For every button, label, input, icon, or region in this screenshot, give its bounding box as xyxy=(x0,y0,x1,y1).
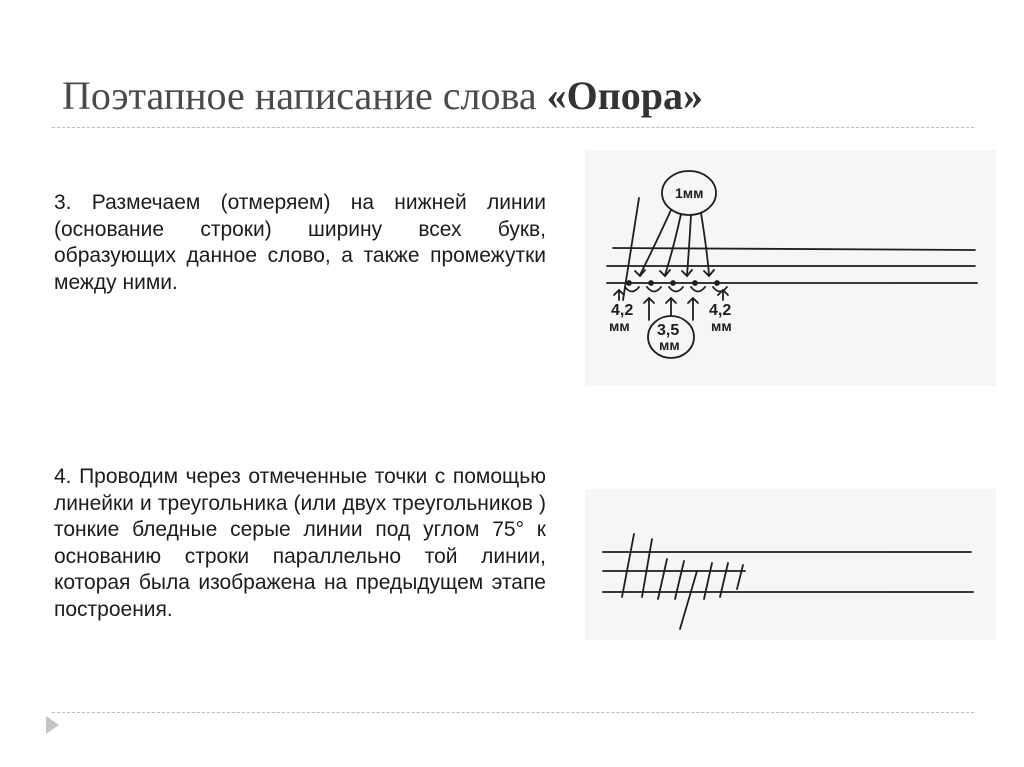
slant-line xyxy=(704,563,712,599)
top-divider xyxy=(52,127,974,128)
title-bold: «Опора» xyxy=(546,73,704,118)
label-center-unit: мм xyxy=(659,337,680,353)
mark-point xyxy=(693,281,697,285)
label-1mm: 1мм xyxy=(675,185,704,201)
step-4-image xyxy=(585,489,996,640)
next-slide-arrow-icon[interactable] xyxy=(46,716,59,734)
slant-line xyxy=(675,561,684,599)
step-4-drawing xyxy=(585,489,996,640)
step-4-text: 4. Проводим через отмеченные точки с помощью линейки и треугольника (или двух треугольников ) тонкие бледные серые линии под углом 75° к основанию строки параллельно той линии, которая была изображена на предыдущем этапе построения. xyxy=(54,465,546,621)
page-title xyxy=(62,72,703,119)
mark-point xyxy=(649,281,653,285)
slant-line xyxy=(622,534,634,597)
label-right-unit: мм xyxy=(711,318,732,334)
step-3-image xyxy=(585,150,996,386)
width-arcs xyxy=(625,287,727,292)
label-center-value: 3,5 xyxy=(657,322,680,339)
step-3-drawing xyxy=(585,150,996,386)
mark-point xyxy=(671,281,675,285)
slant-line xyxy=(680,571,697,629)
step-3-text: 3. Размечаем (отмеряем) на нижней линии (основание строки) ширину всех букв, образующих данное слово, а также промежутки между ними. xyxy=(54,191,546,294)
slant-line xyxy=(658,559,667,599)
label-left-unit: мм xyxy=(609,318,630,334)
slant-line xyxy=(642,539,652,597)
bottom-divider xyxy=(52,712,974,713)
arrow-up-3 xyxy=(688,298,698,320)
mark-point xyxy=(715,281,719,285)
slant-line xyxy=(737,565,743,589)
label-right-value: 4,2 xyxy=(709,302,732,319)
arrow-up-1 xyxy=(644,298,654,320)
mark-point xyxy=(627,281,631,285)
arrow-heads-top xyxy=(635,270,714,276)
label-left-value: 4,2 xyxy=(611,302,634,319)
arrow-up-2 xyxy=(666,298,676,316)
title-plain: Поэтапное написание слова xyxy=(62,73,547,118)
guide-line-top xyxy=(613,248,975,250)
